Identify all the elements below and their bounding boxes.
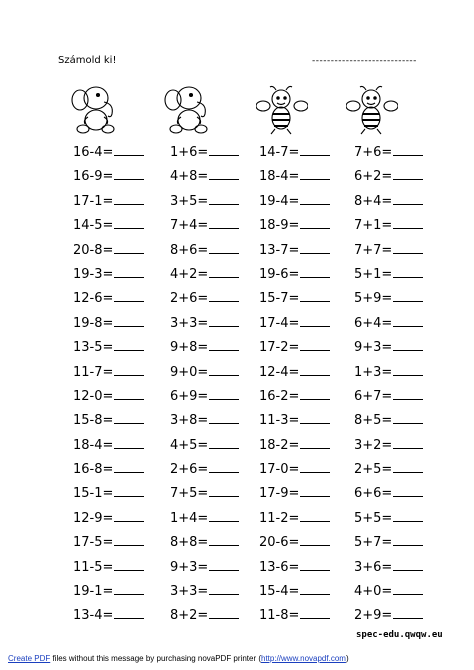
answer-blank[interactable] [393,485,423,497]
problem-text: 17-1= [73,193,114,209]
problem-text: 11-2= [259,510,300,526]
problem-row [354,604,464,628]
answer-blank[interactable] [393,437,423,449]
problem-text: 12-0= [73,388,114,404]
answer-blank[interactable] [209,193,239,205]
answer-blank[interactable] [209,412,239,424]
problem-row [354,263,464,287]
problem-text: 3+3= [170,315,209,331]
problem-text: 7+1= [354,218,393,234]
problem-row [354,434,464,458]
problem-text: 8+6= [170,242,209,258]
problem-text: 6+4= [354,315,393,331]
problem-text: 8+8= [170,535,209,551]
answer-blank[interactable] [209,388,239,400]
problem-text: 5+5= [354,510,393,526]
problem-row [354,361,464,385]
problem-row [259,604,369,628]
problem-text: 7+7= [354,242,393,258]
answer-blank[interactable] [114,583,144,595]
problem-text: 4+0= [354,584,393,600]
answer-blank[interactable] [209,290,239,302]
answer-blank[interactable] [209,534,239,546]
problem-row [73,239,183,263]
problem-row [73,165,183,189]
elephant-icon [163,84,215,136]
problem-text: 19-4= [259,193,300,209]
problem-text: 12-4= [259,364,300,380]
problem-text: 8+4= [354,193,393,209]
site-url: spec-edu.qwqw.eu [356,630,443,640]
problem-row [73,604,183,628]
problem-text: 5+7= [354,535,393,551]
answer-blank[interactable] [393,534,423,546]
problem-row [354,287,464,311]
problem-text: 12-9= [73,510,114,526]
answer-blank[interactable] [114,364,144,376]
problem-text: 6+2= [354,169,393,185]
problem-text: 16-9= [73,169,114,185]
problem-row [73,361,183,385]
problem-text: 17-9= [259,486,300,502]
problem-row [259,580,369,604]
answer-blank[interactable] [114,534,144,546]
answer-blank[interactable] [393,168,423,180]
problem-row [259,239,369,263]
answer-blank[interactable] [209,339,239,351]
problem-text: 9+3= [170,559,209,575]
problem-text: 7+6= [354,145,393,160]
problem-text: 14-7= [259,145,300,160]
problem-text: 15-7= [259,291,300,307]
elephant-icon [70,84,122,136]
problem-text: 6+7= [354,388,393,404]
problem-text: 1+3= [354,364,393,380]
problem-row [354,556,464,580]
problem-text: 9+0= [170,364,209,380]
answer-blank[interactable] [393,217,423,229]
problem-text: 7+5= [170,486,209,502]
novapdf-link[interactable]: http://www.novapdf.com [261,654,346,663]
problem-row [73,312,183,336]
problem-text: 2+6= [170,462,209,478]
answer-blank[interactable] [300,485,330,497]
problem-text: 17-5= [73,535,114,551]
problem-row [259,336,369,360]
answer-blank[interactable] [300,583,330,595]
answer-blank[interactable] [300,364,330,376]
pdf-footer [8,654,349,663]
answer-blank[interactable] [209,485,239,497]
problem-row [259,190,369,214]
problem-row [73,214,183,238]
problem-row [259,141,369,165]
answer-blank[interactable] [114,559,144,571]
problem-text: 19-6= [259,266,300,282]
answer-blank[interactable] [393,266,423,278]
problem-row [73,287,183,311]
answer-blank[interactable] [209,583,239,595]
problem-row [73,531,183,555]
answer-blank[interactable] [300,217,330,229]
name-line: ---------------------------- [312,56,417,66]
answer-blank[interactable] [393,242,423,254]
problem-text: 13-4= [73,608,114,624]
problem-row [354,141,464,165]
problem-text: 11-3= [259,413,300,429]
problem-row [73,482,183,506]
problem-text: 4+2= [170,266,209,282]
answer-blank[interactable] [300,315,330,327]
answer-blank[interactable] [393,559,423,571]
page-title: Számold ki! [58,55,117,66]
problem-text: 3+2= [354,437,393,453]
problem-row [259,434,369,458]
problem-text: 20-6= [259,535,300,551]
problem-text: 6+6= [354,486,393,502]
problem-text: 1+6= [170,145,209,160]
problem-text: 16-4= [73,145,114,160]
answer-blank[interactable] [300,168,330,180]
bee-icon [346,84,398,136]
problem-text: 15-1= [73,486,114,502]
problem-text: 18-2= [259,437,300,453]
answer-blank[interactable] [114,193,144,205]
answer-blank[interactable] [209,217,239,229]
problem-row [259,263,369,287]
answer-blank[interactable] [209,266,239,278]
problem-text: 9+3= [354,340,393,356]
problem-row [73,507,183,531]
answer-blank[interactable] [300,510,330,522]
answer-blank[interactable] [300,461,330,473]
problem-text: 8+2= [170,608,209,624]
problem-row [354,239,464,263]
answer-blank[interactable] [114,315,144,327]
problem-text: 16-8= [73,462,114,478]
problem-text: 3+6= [354,559,393,575]
answer-blank[interactable] [300,193,330,205]
answer-blank[interactable] [300,412,330,424]
answer-blank[interactable] [114,461,144,473]
problem-text: 3+5= [170,193,209,209]
problem-text: 16-2= [259,388,300,404]
problem-row [73,190,183,214]
problem-row [259,482,369,506]
problem-row [73,409,183,433]
problem-row [354,336,464,360]
problem-text: 3+8= [170,413,209,429]
problem-row [354,458,464,482]
answer-blank[interactable] [393,607,423,619]
answer-blank[interactable] [393,412,423,424]
answer-blank[interactable] [209,607,239,619]
problem-text: 18-4= [259,169,300,185]
answer-blank[interactable] [114,266,144,278]
footer-text: files without this message by purchasing novaPDF printer ( [50,654,261,663]
problem-row [73,556,183,580]
bee-icon [256,84,308,136]
problem-text: 7+4= [170,218,209,234]
problem-text: 18-4= [73,437,114,453]
problem-text: 9+8= [170,340,209,356]
problem-column-4 [354,141,464,629]
problem-text: 19-1= [73,584,114,600]
problem-text: 1+4= [170,510,209,526]
answer-blank[interactable] [114,388,144,400]
answer-blank[interactable] [393,583,423,595]
answer-blank[interactable] [114,290,144,302]
problem-text: 4+5= [170,437,209,453]
problem-row [259,214,369,238]
answer-blank[interactable] [300,266,330,278]
problem-text: 11-5= [73,559,114,575]
problem-column-1 [73,141,183,629]
problem-text: 19-8= [73,315,114,331]
answer-blank[interactable] [393,388,423,400]
answer-blank[interactable] [114,485,144,497]
problem-row [354,190,464,214]
problem-row [73,141,183,165]
answer-blank[interactable] [114,510,144,522]
problem-text: 13-7= [259,242,300,258]
answer-blank[interactable] [209,144,239,156]
problem-text: 15-8= [73,413,114,429]
problem-text: 12-6= [73,291,114,307]
problem-row [73,336,183,360]
problem-text: 5+9= [354,291,393,307]
answer-blank[interactable] [393,364,423,376]
answer-blank[interactable] [209,461,239,473]
answer-blank[interactable] [209,437,239,449]
answer-blank[interactable] [209,315,239,327]
answer-blank[interactable] [114,607,144,619]
problem-row [354,507,464,531]
answer-blank[interactable] [300,144,330,156]
problem-text: 8+5= [354,413,393,429]
problem-column-3 [259,141,369,629]
answer-blank[interactable] [393,144,423,156]
footer-text-end: ) [345,654,349,663]
problem-text: 18-9= [259,218,300,234]
answer-blank[interactable] [300,290,330,302]
answer-blank[interactable] [393,290,423,302]
problem-row [354,580,464,604]
answer-blank[interactable] [300,339,330,351]
problem-row [259,556,369,580]
create-pdf-link[interactable]: Create PDF [8,654,51,663]
answer-blank[interactable] [114,242,144,254]
answer-blank[interactable] [300,242,330,254]
problem-row [354,409,464,433]
problem-text: 6+9= [170,388,209,404]
problem-row [259,385,369,409]
problem-text: 2+5= [354,462,393,478]
problem-row [259,312,369,336]
answer-blank[interactable] [114,217,144,229]
problem-row [73,458,183,482]
answer-blank[interactable] [209,510,239,522]
answer-blank[interactable] [114,144,144,156]
problem-row [354,312,464,336]
problem-text: 5+1= [354,266,393,282]
problem-text: 2+6= [170,291,209,307]
problem-text: 15-4= [259,584,300,600]
answer-blank[interactable] [114,437,144,449]
problem-text: 4+8= [170,169,209,185]
problem-row [259,165,369,189]
problem-row [259,409,369,433]
problem-row [354,482,464,506]
problem-row [259,287,369,311]
problem-row [259,361,369,385]
answer-blank[interactable] [209,242,239,254]
problem-text: 11-7= [73,364,114,380]
problem-row [259,458,369,482]
problem-text: 2+9= [354,608,393,624]
problem-row [354,385,464,409]
answer-blank[interactable] [300,559,330,571]
problem-row [354,165,464,189]
answer-blank[interactable] [393,461,423,473]
problem-row [354,214,464,238]
problem-row [259,531,369,555]
answer-blank[interactable] [209,559,239,571]
problem-row [73,434,183,458]
problem-row [73,385,183,409]
problem-text: 20-8= [73,242,114,258]
answer-blank[interactable] [209,364,239,376]
problem-text: 19-3= [73,266,114,282]
problem-text: 3+3= [170,584,209,600]
answer-blank[interactable] [300,607,330,619]
answer-blank[interactable] [393,193,423,205]
answer-blank[interactable] [300,437,330,449]
problem-row [259,507,369,531]
answer-blank[interactable] [209,168,239,180]
answer-blank[interactable] [114,168,144,180]
problem-text: 11-8= [259,608,300,624]
answer-blank[interactable] [393,339,423,351]
problem-text: 17-4= [259,315,300,331]
answer-blank[interactable] [300,388,330,400]
problem-text: 13-5= [73,340,114,356]
problem-text: 14-5= [73,218,114,234]
answer-blank[interactable] [393,315,423,327]
answer-blank[interactable] [393,510,423,522]
problem-text: 17-2= [259,340,300,356]
problem-row [354,531,464,555]
problem-row [73,263,183,287]
answer-blank[interactable] [114,339,144,351]
answer-blank[interactable] [114,412,144,424]
problem-text: 13-6= [259,559,300,575]
problem-row [73,580,183,604]
answer-blank[interactable] [300,534,330,546]
problem-text: 17-0= [259,462,300,478]
